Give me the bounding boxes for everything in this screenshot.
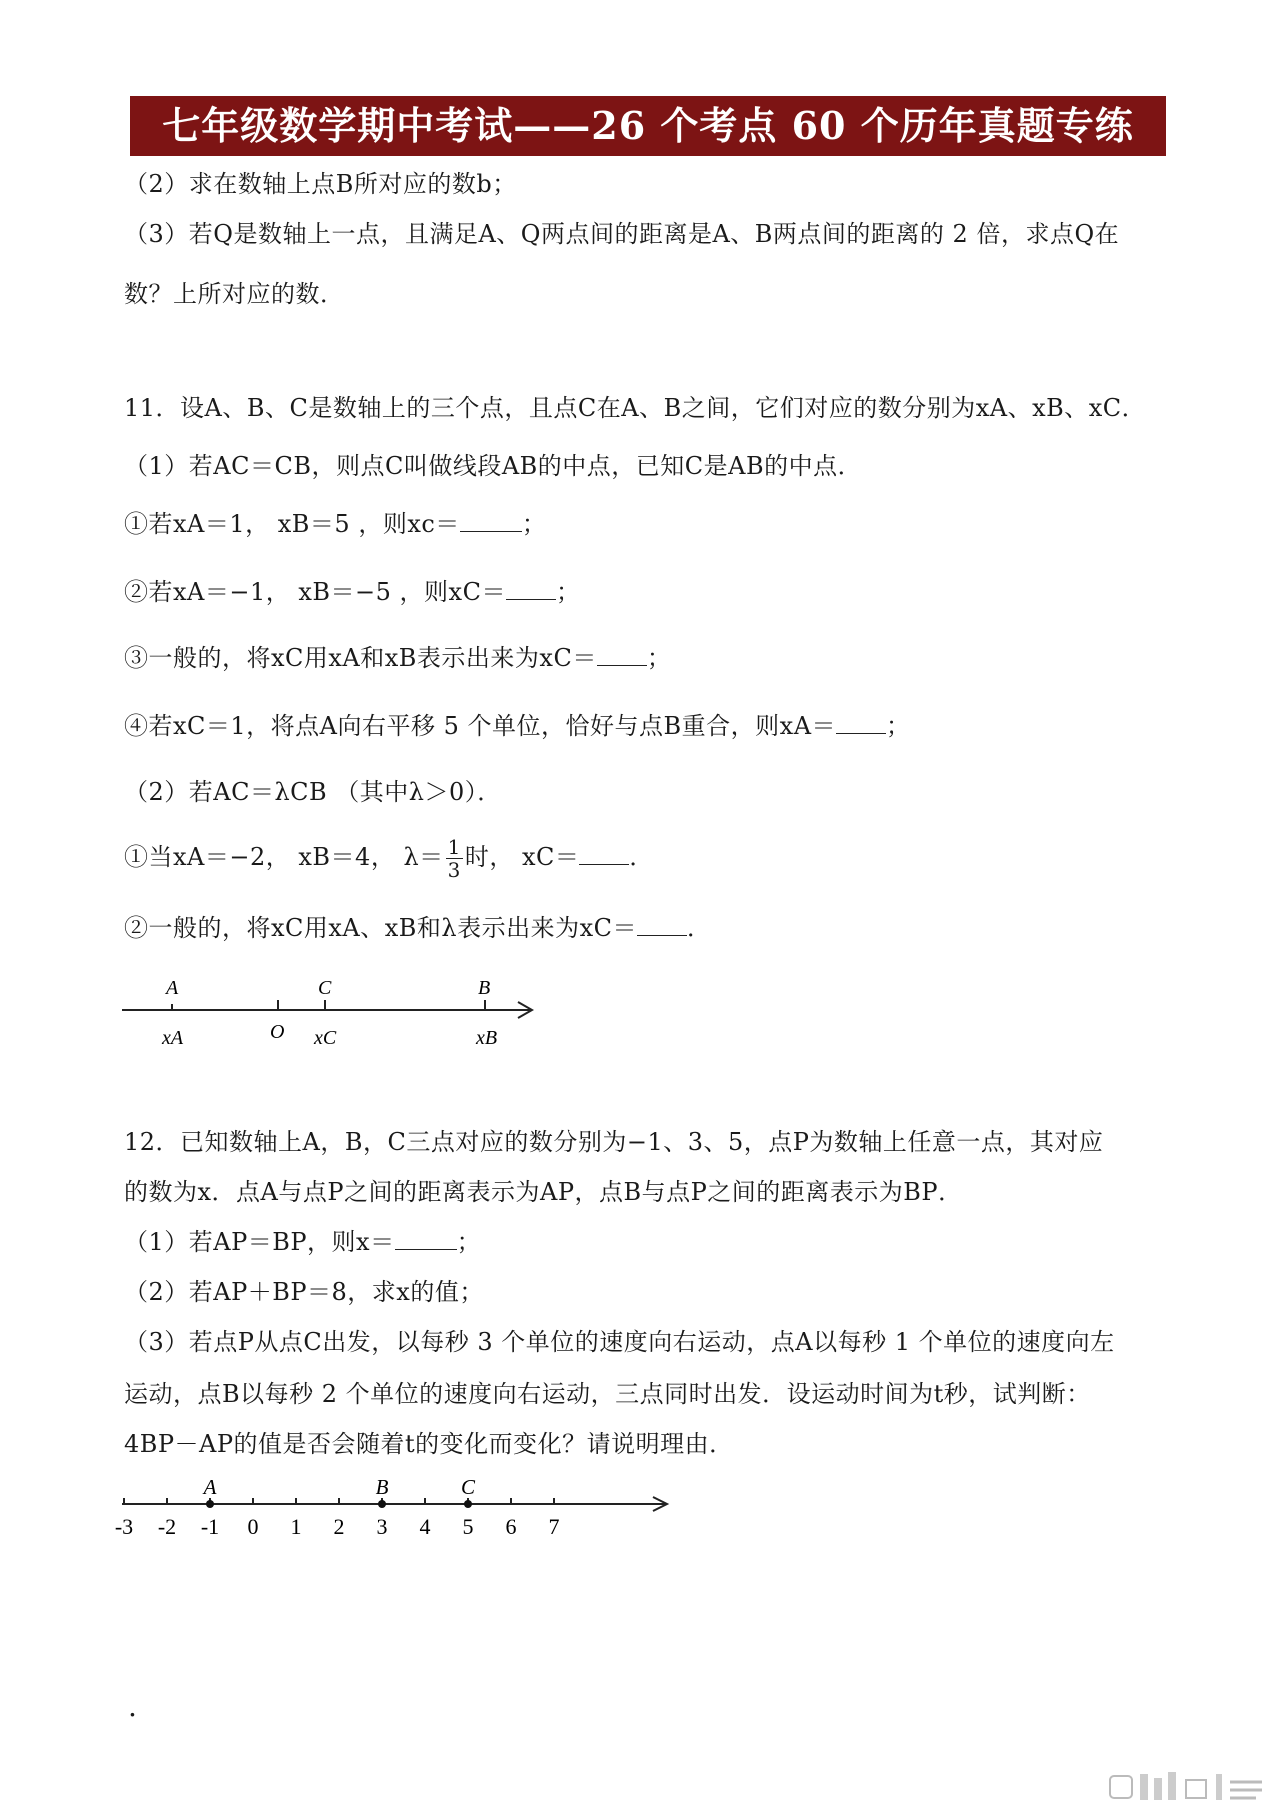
page-title-banner: 七年级数学期中考试——26 个考点 60 个历年真题专练 [130, 96, 1166, 156]
q12-part1: （1）若AP＝BP，则x＝ ； [124, 1228, 482, 1256]
q12-number-line-figure [114, 1470, 680, 1560]
q12-stem-line1: 12．已知数轴上A，B，C三点对应的数分别为−1、3、5，点P为数轴上任意一点，其对应 [124, 1128, 1104, 1156]
point-marker-b [378, 1500, 386, 1508]
tick-label: 0 [247, 1514, 259, 1539]
q11-sub4: ④若xC＝1，将点A向右平移 5 个单位，恰好与点B重合，则xA＝ ； [124, 712, 911, 740]
q11-sub2-text: ②若xA＝−1， xB＝−5 ，则xC＝ [124, 578, 506, 606]
point-label-b: B [478, 977, 491, 999]
q12-part1-text: （1）若AP＝BP，则x＝ [124, 1228, 395, 1256]
q11-part2: （2）若AC＝λCB （其中λ＞0）． [124, 778, 502, 806]
prev-question-part3-line2: 数？上所对应的数． [124, 280, 345, 308]
fraction-numerator: 1 [447, 835, 461, 859]
watermark-corner-icon [1106, 1768, 1266, 1804]
answer-blank [395, 1227, 457, 1250]
point-marker-a [206, 1500, 214, 1508]
q11-number-line-figure [120, 968, 540, 1068]
footer-mark: . [128, 1690, 137, 1723]
answer-blank [637, 913, 687, 936]
coord-label-xb: xB [476, 1027, 498, 1049]
tick-label: -1 [200, 1514, 220, 1539]
tick-label: 4 [419, 1514, 431, 1539]
q12-part3-line1: （3）若点P从点C出发，以每秒 3 个单位的速度向右运动，点A以每秒 1 个单位的速度向左 [124, 1328, 1115, 1356]
point-label-a: A [203, 1475, 217, 1499]
q12-part2: （2）若AP＋BP＝8，求x的值； [124, 1278, 484, 1306]
answer-blank [836, 711, 886, 734]
point-label-c: C [318, 977, 332, 999]
fraction-one-third [446, 836, 463, 881]
q11-sub2: ②若xA＝−1， xB＝−5 ，则xC＝ ； [124, 578, 581, 606]
tick-label: 5 [462, 1514, 474, 1539]
point-marker-c [464, 1500, 472, 1508]
q11-sub4-text: ④若xC＝1，将点A向右平移 5 个单位，恰好与点B重合，则xA＝ [124, 712, 837, 740]
prev-question-part2: （2）求在数轴上点B所对应的数b； [124, 170, 517, 198]
answer-blank [579, 842, 629, 865]
point-label-c: C [460, 1475, 476, 1499]
q11-part2-sub1: ①当xA＝−2， xB＝4， λ＝ $\frac{1}{3}$ 时， xC＝ ． [124, 835, 654, 882]
q11-sub3-text: ③一般的，将xC用xA和xB表示出来为xC＝ [124, 644, 597, 672]
tick-label: 1 [290, 1514, 302, 1539]
q12-part3-line3: 4BP－AP的值是否会随着t的变化而变化？请说明理由． [124, 1430, 734, 1458]
q11-t2-text: ②一般的，将xC用xA、xB和λ表示出来为xC＝ [124, 914, 638, 942]
tick-label: 2 [333, 1514, 345, 1539]
q11-t1-after: 时， xC＝ [464, 843, 580, 871]
q12-stem-line2: 的数为x．点A与点P之间的距离表示为AP，点B与点P之间的距离表示为BP． [124, 1178, 963, 1206]
coord-label-xc: xC [314, 1027, 337, 1049]
q12-part3-line2: 运动，点B以每秒 2 个单位的速度向右运动，三点同时出发．设运动时间为t秒，试判断： [124, 1380, 1091, 1408]
point-label-b: B [375, 1475, 389, 1499]
fraction-denominator: 3 [447, 858, 461, 882]
answer-blank [460, 509, 522, 532]
coord-label-xa: xA [162, 1027, 184, 1049]
q11-part2-sub2: ②一般的，将xC用xA、xB和λ表示出来为xC＝ ． [124, 914, 712, 942]
tick-label: -2 [157, 1514, 177, 1539]
q11-part1: （1）若AC＝CB，则点C叫做线段AB的中点，已知C是AB的中点． [124, 452, 863, 480]
q11-sub1-text: ①若xA＝1， xB＝5 ，则xc＝ [124, 510, 460, 538]
tick-label: 3 [376, 1514, 388, 1539]
q11-t1-before: ①当xA＝−2， xB＝4， λ＝ [124, 843, 444, 871]
q11-sub3: ③一般的，将xC用xA和xB表示出来为xC＝ ； [124, 644, 672, 672]
q11-sub1: ①若xA＝1， xB＝5 ，则xc＝ ； [124, 510, 547, 538]
point-label-a: A [166, 977, 179, 999]
origin-label: O [270, 1021, 285, 1043]
answer-blank [506, 577, 556, 600]
tick-label: -3 [114, 1514, 134, 1539]
tick-label: 6 [505, 1514, 517, 1539]
answer-blank [597, 643, 647, 666]
tick-label: 7 [548, 1514, 560, 1539]
prev-question-part3-line1: （3）若Q是数轴上一点，且满足A、Q两点间的距离是A、B两点间的距离的 2 倍，求点Q在 [124, 220, 1120, 248]
q11-stem: 11．设A、B、C是数轴上的三个点，且点C在A、B之间，它们对应的数分别为xA、xB、xC． [124, 394, 1147, 422]
